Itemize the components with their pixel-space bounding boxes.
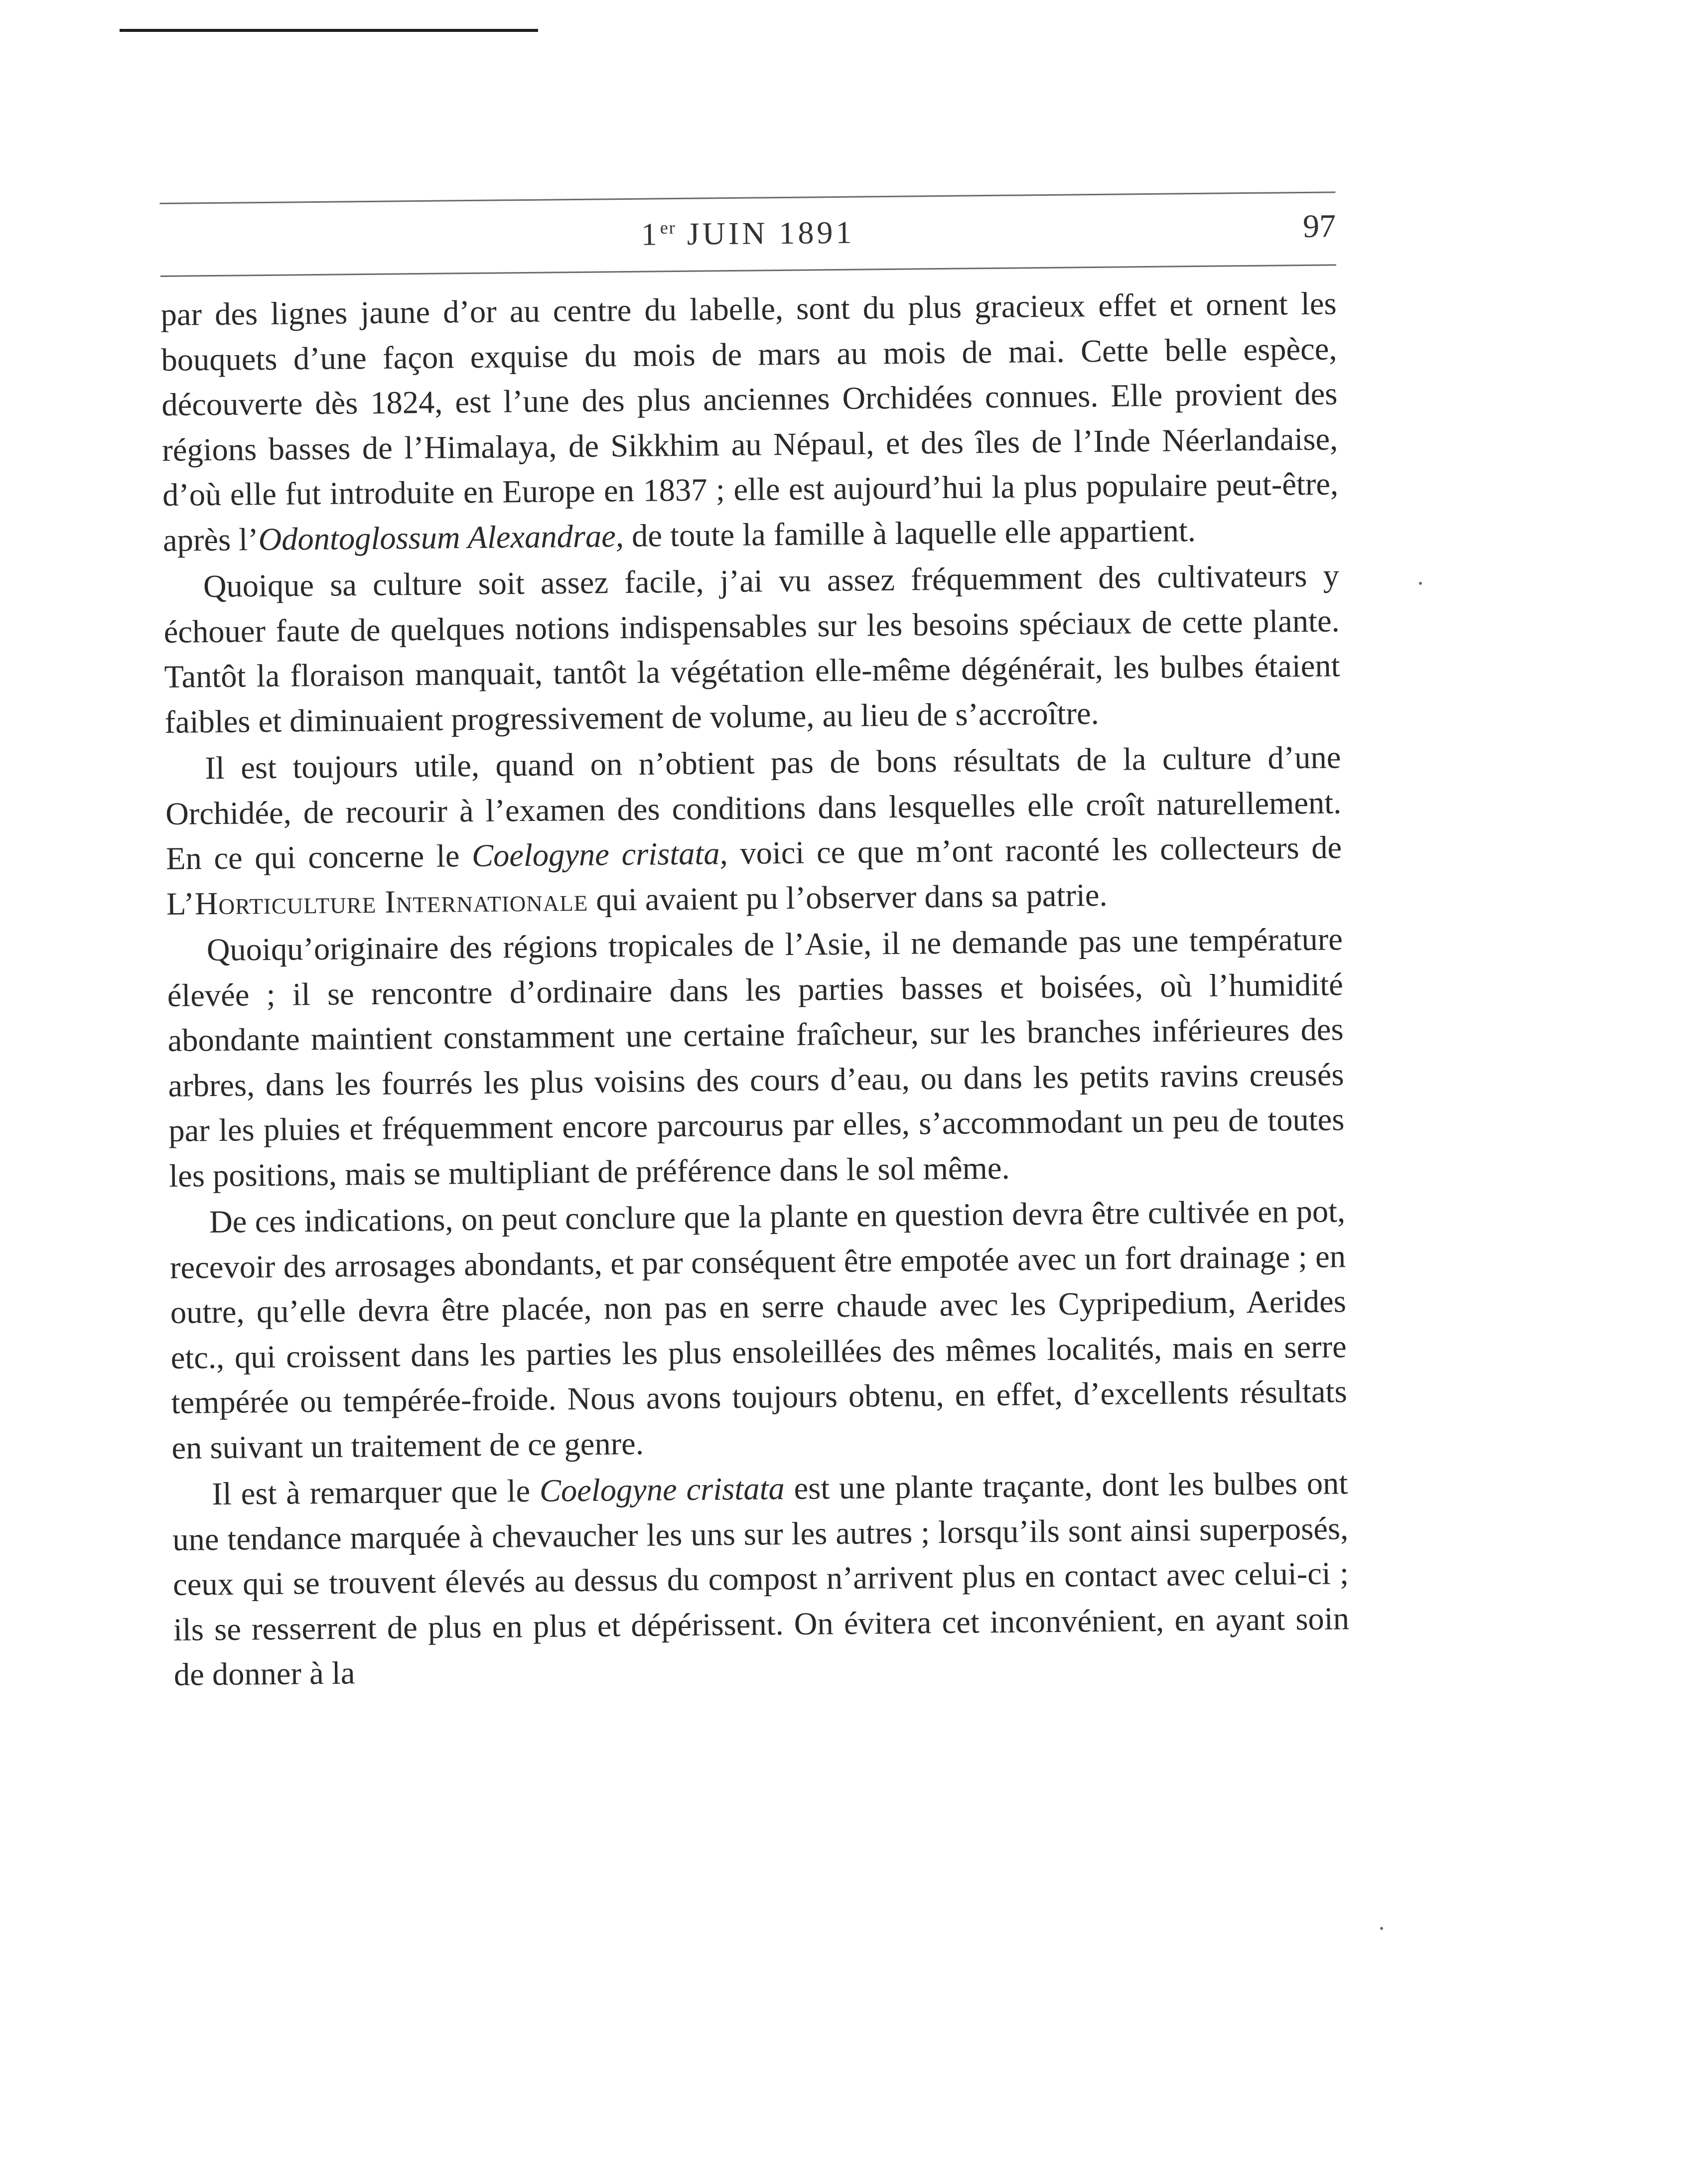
paragraph-text: voici ce que m’ont raconté les collecteurs de — [727, 829, 1342, 871]
italic-text: Coelogyne cristata, — [471, 835, 728, 874]
paragraph-text: Il est à remarquer que le — [212, 1473, 540, 1512]
book-page — [159, 165, 1353, 2020]
paragraph — [165, 735, 1342, 927]
paragraph-text: Quoiqu’originaire des régions tropicales de l’Asie, il ne demande pas une température élevée ; il se rencontre d’ordinaire dans les parties basses et boisées, où l’humidité abondante maintient constamment une certaine fraîcheur, sur les branches inférieures des arbres, dans les fourrés les plus voisins des cours d’eau, ou dans les petits ravins creusés par les pluies et fréquemment encore parcourus par elles, s’accommodant un peu de toutes les positions, mais se multipliant de préférence dans le sol même. — [167, 921, 1345, 1194]
header-date — [160, 209, 1336, 258]
paragraph-text: de toute la famille à laquelle elle appartient. — [623, 512, 1196, 553]
running-head — [160, 195, 1336, 272]
paragraph-text: est une plante traçante, dont les bulbes ont une tendance marquée à chevaucher les uns sur les autres ; lorsqu’ils sont ainsi superposés, ceux qui se trouvent élevés au dessus du compost n’arrivent plus en contact avec celui-ci ; ils se resserrent de plus en plus et dépérissent. On évitera cet inconvénient, en ayant soin de donner à la — [172, 1465, 1350, 1692]
paragraph — [160, 281, 1339, 563]
paragraph-text: qui avaient pu l’observer dans sa patrie. — [587, 877, 1108, 918]
scan-edge-mark — [120, 29, 538, 32]
speck — [1419, 582, 1422, 585]
paragraph — [163, 553, 1340, 745]
paragraph-text: Quoique sa culture soit assez facile, j’ai vu assez fréquemment des cultivateurs y échouer faute de quelques notions indispensables sur les besoins spéciaux de cette plante. Tantôt la floraison manquait, tantôt la végétation elle-même dégénérait, les bulbes étaient faibles et diminuaient progressivement de volume, au lieu de s’accroître. — [163, 557, 1340, 740]
italic-text: Coelogyne cristata — [539, 1471, 785, 1508]
paragraph — [172, 1461, 1350, 1697]
paragraph-text: Il est toujours utile, quand on n’obtient pas de bons résultats de la culture d’une Orchidée, de recourir à l’examen des conditions dans lesquelles elle croît naturellement. En ce qui concerne le — [165, 739, 1342, 876]
paragraph — [166, 917, 1345, 1199]
date-suffix: er — [660, 217, 676, 238]
body-text — [160, 281, 1350, 1697]
small-caps-text: L’Horticulture Internationale — [166, 882, 588, 922]
paragraph-text: par des lignes jaune d’or au centre du labelle, sont du plus gracieux effet et ornent les bouquets d’une façon exquise du mois de mars au mois de mai. Cette belle espèce, découverte dès 1824, est l’une des plus anciennes Orchidées connues. Elle provient des régions basses de l’Himalaya, de Sikkhim au Népaul, et des îles de l’Inde Néerlandaise, d’où elle fut introduite en Europe en 1837 ; elle est aujourd’hui la plus populaire peut-être, après l’ — [160, 285, 1339, 558]
date-month-year: JUIN 1891 — [676, 214, 855, 252]
page-number: 97 — [1302, 208, 1336, 245]
speck — [1380, 1927, 1383, 1930]
italic-text: Odontoglossum Alexandrae, — [258, 518, 624, 557]
date-day: 1 — [641, 216, 661, 252]
paragraph — [169, 1189, 1348, 1471]
paragraph-text: De ces indications, on peut conclure que la plante en question devra être cultivée en pot, recevoir des arrosages abondants, et par conséquent être empotée avec un fort drainage ; en outre, qu’elle devra être placée, non pas en serre chaude avec les Cypripedium, Aerides etc., qui croissent dans les parties les plus ensoleillées des mêmes localités, mais en serre tempérée ou tempérée-froide. Nous avons toujours obtenu, en effet, d’excellents résultats en suivant un traitement de ce genre. — [169, 1193, 1347, 1466]
